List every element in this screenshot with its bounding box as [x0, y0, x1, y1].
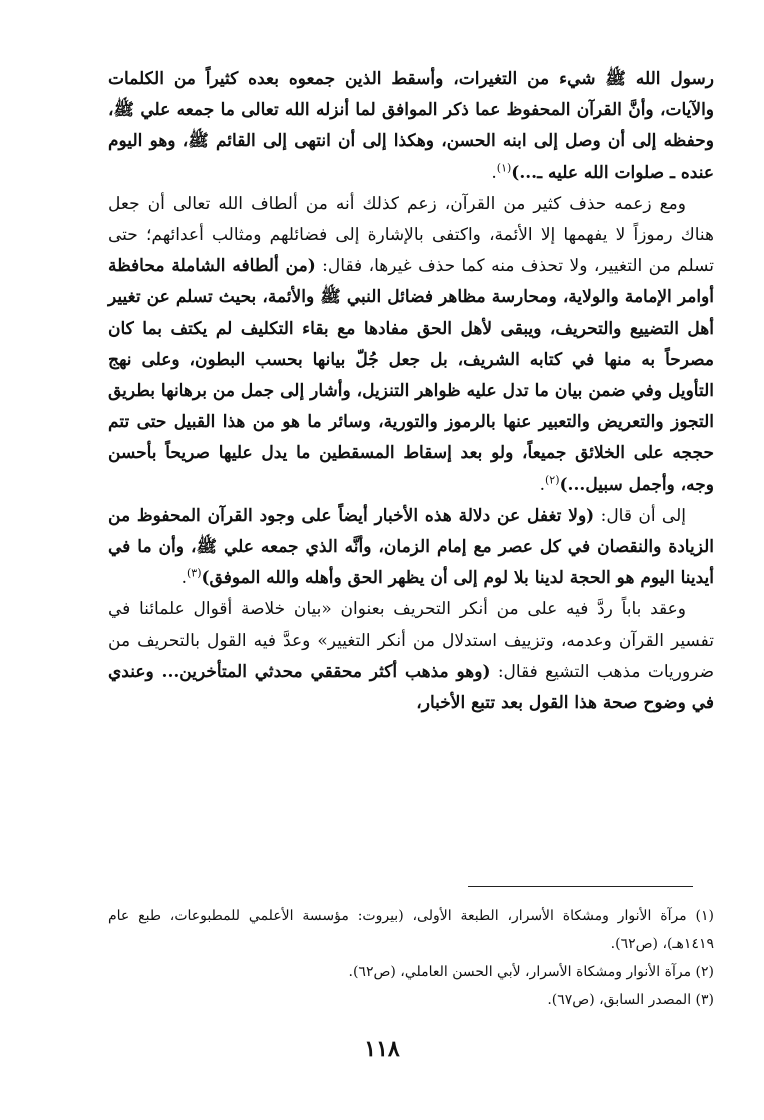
narrative-text: وعقد باباً ردَّ فيه على من أنكر التحريف بعنوان «بيان خلاصة أقوال علمائنا في تفسير القرآن وعدمه، وتزييف استدلال من أنكر التغيير» وعدَّ فيه القول بالتحريف من ضروريات مذهب التشيع فقال:: [108, 599, 715, 682]
punctuation: .: [491, 162, 497, 183]
page-number: ١١٨: [364, 1036, 400, 1062]
narrative-text: إلى أن قال:: [594, 505, 686, 526]
paragraph-4: [108, 594, 714, 719]
footnote-ref-1[interactable]: (١): [496, 160, 512, 174]
quote-text: (من ألطافه الشاملة محافظة أوامر الإمامة والولاية، ومحارسة مظاهر فضائل النبي ﷺ والأئمة، بحيث تسلم عن تغيير أهل التضييع والتحريف، ويبقى لأهل الحق مفادها مع بقاء التكليف لم يكتف بما كان مصرحاً به منها في كتابه الشريف، بل جعل جُلّ بيانها بحسب البطون، وعلى نهج التأويل وفي ضمن بيان ما تدل عليه ظواهر التنزيل، وأشار إلى جمل من برهانها بطريق التجوز والتعريض والتعبير عنها بالرموز والتورية، وسائر ما هو من هذا القبيل حتى تتم حججه على الخلائق جميعاً، ولو بعد إسقاط المسقطين ما يدل عليها صريحاً بأحسن وجه، وأجمل سبيل...): [108, 256, 714, 495]
footnotes: [108, 902, 714, 1014]
footnote-ref-2[interactable]: (٢): [545, 472, 560, 486]
footnote-separator: [468, 886, 693, 887]
paragraph-2: [108, 189, 714, 501]
punctuation: .: [539, 474, 545, 495]
punctuation: .: [181, 568, 187, 589]
footnote-1: (١) مرآة الأنوار ومشكاة الأسرار، الطبعة الأولى، (بيروت: مؤسسة الأعلمي للمطبوعات، طبع عام ١٤١٩هـ)، (ص٦٢).: [108, 908, 714, 952]
footnote-3: (٣) المصدر السابق، (ص٦٧).: [547, 992, 714, 1008]
quote-text: رسول الله ﷺ شيء من التغيرات، وأسقط الذين جمعوه بعده كثيراً من الكلمات والآيات، وأنَّ القرآن المحفوظ عما ذكر الموافق لما أنزله الله تعالى ما جمعه علي ﷺ، وحفظه إلى أن وصل إلى ابنه الحسن، وهكذا إلى أن انتهى إلى القائم ﷺ، وهو اليوم عنده ـ صلوات الله عليه ـ...): [108, 69, 714, 183]
footnote-2: (٢) مرآة الأنوار ومشكاة الأسرار، لأبي الحسن العاملي، (ص٦٢).: [348, 964, 714, 980]
quote-text: (ولا تغفل عن دلالة هذه الأخبار أيضاً على وجود القرآن المحفوظ من الزيادة والنقصان في كل عصر مع إمام الزمان، وأنَّه الذي جمعه علي ﷺ، وأن ما في أيدينا اليوم هو الحجة لدينا بلا لوم إلى أن يظهر الحق وأهله والله الموفق): [108, 505, 714, 589]
main-text: [108, 64, 714, 719]
footnote-ref-3[interactable]: (٣): [186, 566, 202, 580]
paragraph-1: [108, 64, 714, 189]
narrative-text: ومع زعمه حذف كثير من القرآن، زعم كذلك أنه من ألطاف الله تعالى أن جعل هناك رموزاً لا يفهمها إلا الأئمة، واكتفى بالإشارة إلى فضائلهم ومثالب أعدائهم؛ حتى تسلم من التغيير، ولا تحذف منه كما حذف غيرها، فقال:: [108, 193, 715, 277]
quote-text: (وهو مذهب أكثر محققي محدثي المتأخرين... وعندي في وضوح صحة هذا القول بعد تتبع الأخبار،: [108, 661, 714, 714]
paragraph-3: [108, 501, 714, 595]
